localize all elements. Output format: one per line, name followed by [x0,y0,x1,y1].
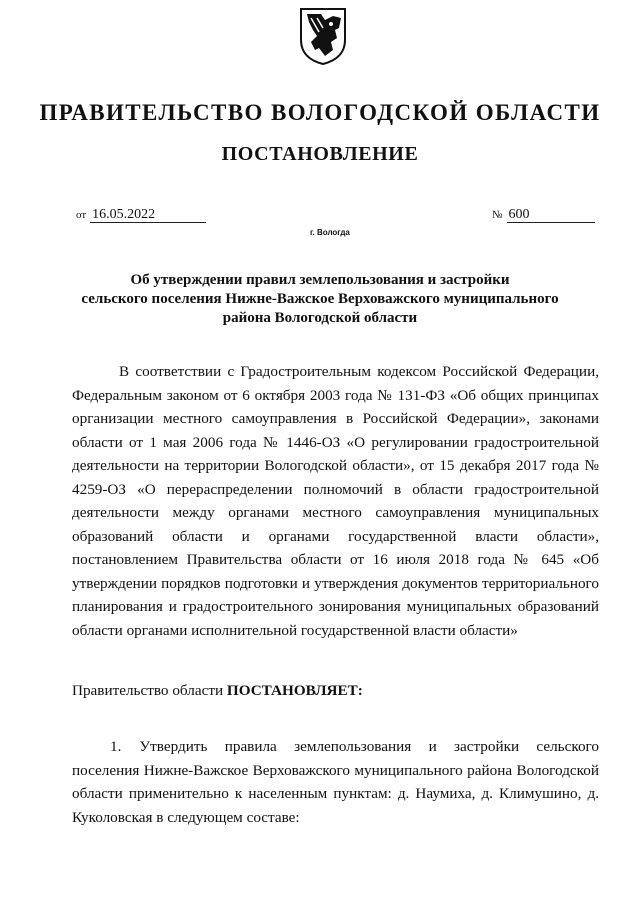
number-value: 600 [507,207,595,223]
date-value: 16.05.2022 [90,207,206,223]
number-prefix: № [492,209,503,221]
title-line: Об утверждении правил землепользования и застройки [130,272,510,288]
item-number: 1. [110,738,122,755]
preamble-paragraph [72,360,599,642]
resolve-prefix: Правительство области [72,682,224,699]
coat-of-arms-icon [297,6,349,66]
resolve-line [72,679,363,703]
date-prefix: от [76,209,87,221]
item-text: Утвердить правила землепользования и застройки сельского поселения Нижне-Важское Верховажского муниципального района Вологодской области применительно к населенным пунктам: д. Наумиха, д. Климушино, д. Куколовская в следующем составе: [72,738,599,826]
document-number [492,207,595,223]
resolve-word: ПОСТАНОВЛЯЕТ: [226,682,363,699]
title-line: сельского поселения Нижне-Важское Верховажского муниципального [81,291,559,307]
organization-title: ПРАВИТЕЛЬСТВО ВОЛОГОДСКОЙ ОБЛАСТИ [39,100,601,125]
city-label: г. Вологда [310,228,350,237]
list-item [72,735,599,829]
document-title [60,271,580,328]
title-line: района Вологодской области [222,310,418,326]
preamble-text: В соответствии с Градостроительным кодексом Российской Федерации, Федеральным законом от 6 октября 2003 года № 131-ФЗ «Об общих принципах организации местного самоуправления в Российской Федерации», законами области от 1 мая 2006 года № 1446-ОЗ «О регулировании градостроительной деятельности на территории Вологодской области», от 15 декабря 2017 года № 4259-ОЗ «О перераспределении полномочий в области градостроительной деятельности между органами местного самоуправления муниципальных образований области и органами государственной власти области», постановлением Правительства области от 16 июля 2018 года № 645 «Об утверждении порядков подготовки и утверждения документов территориального планирования и градостроительного зонирования муниципальных образований области органами исполнительной государственной власти области» [72,363,599,639]
document-date [76,207,206,223]
document-type: ПОСТАНОВЛЕНИЕ [221,143,419,165]
